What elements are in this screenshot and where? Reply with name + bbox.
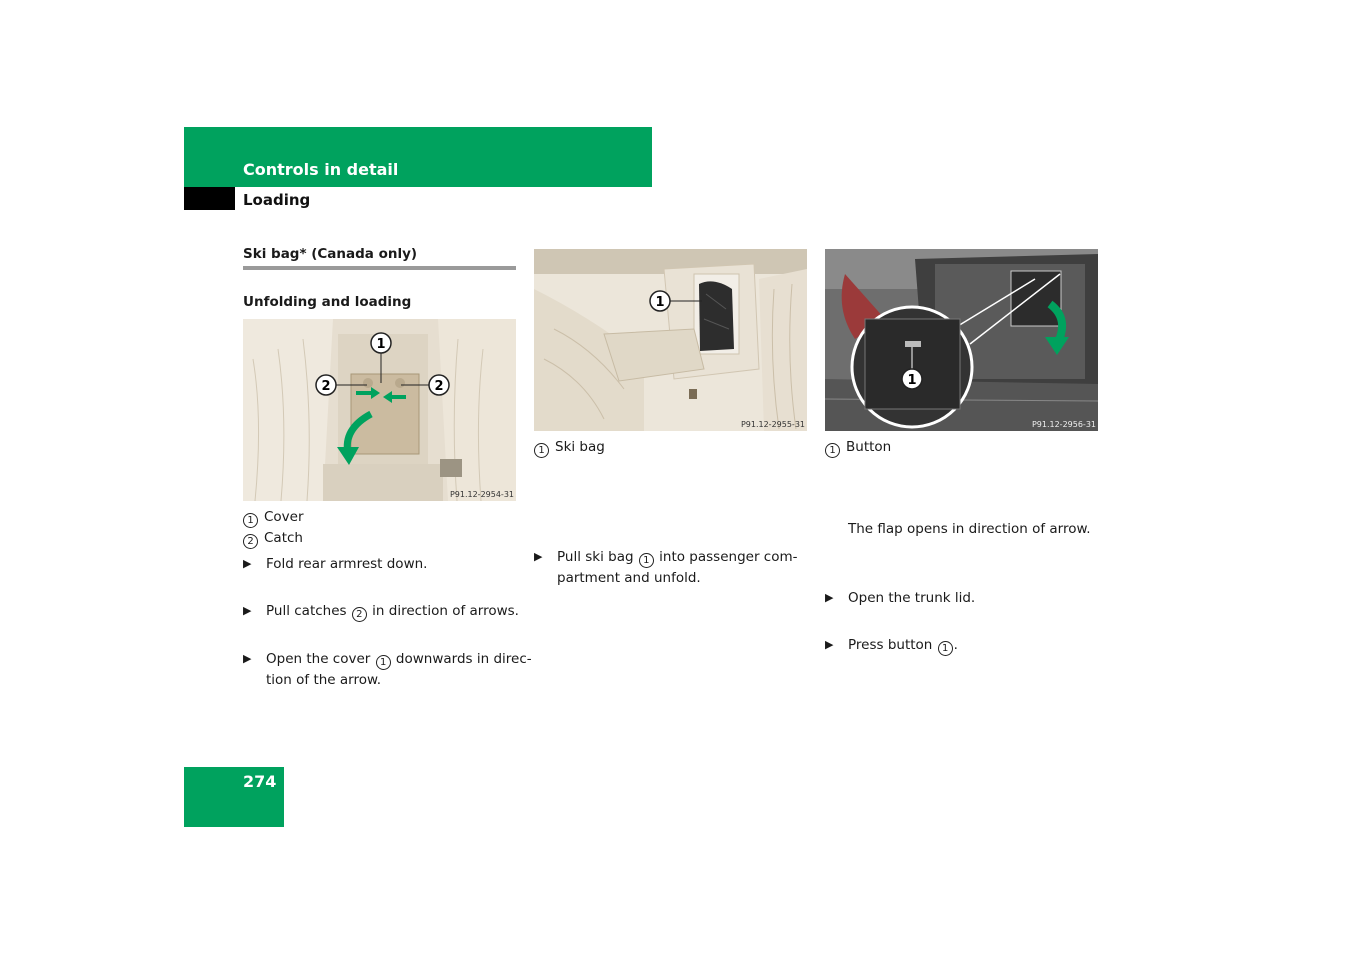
step-item: ▶ Press button 1 . [825,637,958,654]
callout-2-right [429,375,449,395]
ski-bag-illustration [534,249,807,431]
header-tab-marker [184,187,235,210]
step-item: ▶ Open the cover 1 downwards in direc- tion of the arrow. [243,651,532,688]
image-code: P91.12-2956-31 [1031,420,1096,429]
title-rule [243,266,516,270]
subsection-title: Loading [243,191,311,209]
triangle-right-icon: ▶ [825,591,834,604]
legend-item: 1 Ski bag [534,437,605,458]
ski-bag-title: Ski bag* (Canada only) [243,246,418,262]
triangle-right-icon: ▶ [243,557,252,570]
legend-list [825,437,891,458]
legend-item: 2 Catch [243,528,304,549]
section-title: Controls in detail [243,160,399,179]
svg-text:2: 2 [321,379,331,394]
unfolding-subtitle: Unfolding and loading [243,294,412,310]
image-code: P91.12-2955-31 [740,420,805,429]
legend-item: 1 Button [825,437,891,458]
image-code: P91.12-2954-31 [449,490,514,499]
triangle-right-icon: ▶ [243,652,252,665]
triangle-right-icon: ▶ [534,550,543,563]
svg-text:2: 2 [434,379,444,394]
step-item: ▶ Open the trunk lid. [825,590,976,606]
legend-list [534,437,605,458]
triangle-right-icon: ▶ [825,638,834,651]
result-note: The flap opens in direction of arrow. [848,521,1091,537]
callout-1 [650,291,670,311]
step-item: ▶ Fold rear armrest down. [243,556,428,572]
svg-text:1: 1 [907,373,917,388]
legend-item: 1 Cover [243,507,304,528]
svg-text:1: 1 [376,337,386,352]
trunk-illustration [825,249,1098,431]
armrest-illustration [243,319,516,501]
callout-2-left [316,375,336,395]
svg-text:1: 1 [655,295,665,310]
step-item: ▶ Pull catches 2 in direction of arrows. [243,603,519,620]
triangle-right-icon: ▶ [243,604,252,617]
step-item: ▶ Pull ski bag 1 into passenger com- partment and unfold. [534,549,798,586]
legend-list [243,507,304,549]
callout-1 [371,333,391,353]
page-number: 274 [243,772,277,791]
callout-1 [902,369,922,389]
